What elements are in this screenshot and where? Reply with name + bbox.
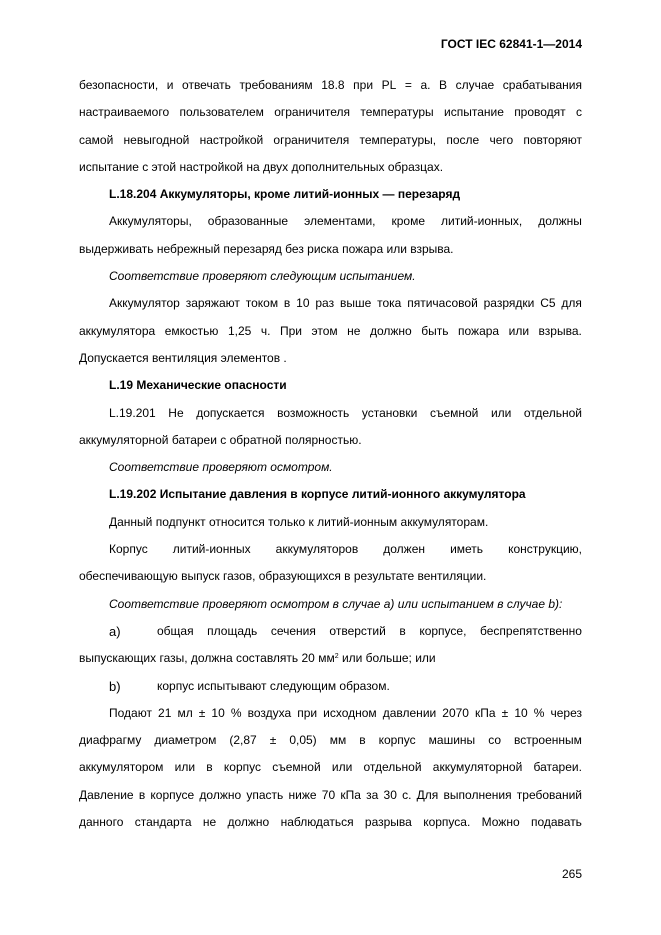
word: сечения [270, 623, 316, 638]
word: диаметром [154, 733, 217, 748]
word: со [488, 733, 501, 748]
word: этом [311, 323, 338, 338]
list-item-a [79, 618, 582, 645]
word: 10 [211, 705, 225, 720]
word: заряжают [185, 296, 240, 311]
text-line [79, 509, 582, 536]
word: (2,87 [229, 733, 257, 748]
word: в [138, 787, 146, 802]
word: общая [157, 623, 194, 638]
text-line [79, 318, 582, 345]
word: случае [455, 78, 495, 92]
word: Можно [481, 815, 520, 830]
compliance-note [79, 263, 582, 290]
word: Аккумулятор [109, 296, 180, 311]
section-heading [79, 181, 582, 208]
text-line [79, 700, 582, 727]
word: требованиям [239, 78, 313, 92]
word: машины [428, 733, 476, 748]
heading-text: L.19 Механические опасности [109, 378, 287, 393]
word: упасть [246, 787, 284, 802]
list-item-b [79, 673, 582, 700]
section-heading [79, 372, 582, 399]
word: Корпус [109, 542, 148, 557]
text-line [79, 645, 582, 672]
word: ниже [288, 787, 317, 802]
word: или [331, 760, 353, 775]
word: 1,25 [227, 323, 252, 338]
word: C5 [540, 296, 556, 311]
word: беспрепятственно [480, 623, 582, 638]
text-span: выдерживать небрежный перезаряд без риска пожара или взрыва. [79, 241, 454, 256]
text-span: Соответствие проверяют осмотром. [109, 460, 333, 475]
word: в [283, 296, 291, 311]
word: температуры [360, 105, 434, 120]
text-span: Соответствие проверяют осмотром в случае a) или испытанием в случае b): [109, 596, 563, 611]
word: Для [416, 787, 439, 802]
word: образованные [207, 214, 289, 229]
word: подавать [530, 815, 582, 830]
word: данного [79, 815, 124, 830]
list-item-text [157, 618, 582, 645]
text-line [79, 72, 582, 99]
word: или [174, 760, 196, 775]
word: a. [420, 78, 431, 92]
word: исходном [323, 705, 377, 720]
text-span: Допускается вентиляция элементов . [79, 350, 287, 365]
word: аккумуляторов [275, 542, 359, 557]
word: должно [199, 787, 242, 802]
word: с. [402, 787, 412, 802]
word: PL [381, 78, 397, 92]
word: воздуха [247, 705, 292, 720]
word: разрыва [364, 815, 412, 830]
word: 21 [158, 705, 172, 720]
word: током [245, 296, 279, 311]
text-line [79, 727, 582, 754]
word: аккумулятора [79, 323, 156, 338]
word: встроенным [514, 733, 582, 748]
word: требований [516, 787, 582, 802]
page-number: 265 [561, 867, 582, 881]
word: 30 [383, 787, 397, 802]
word: съемной [429, 405, 479, 420]
word: 2070 [442, 705, 469, 720]
word: должны [538, 214, 582, 229]
word: в [359, 733, 366, 748]
word: В [439, 78, 448, 92]
word: за [366, 787, 379, 802]
word: литий-ионных, [441, 214, 523, 229]
word: корпус [378, 733, 416, 748]
word: емкостью [164, 323, 219, 338]
word: взрыва. [538, 323, 582, 338]
text-line [79, 754, 582, 781]
heading-text: L.19.202 Испытание давления в корпусе литий-ионного аккумулятора [109, 487, 526, 502]
text-line [79, 236, 582, 263]
word: невыгодной [123, 132, 190, 147]
word: Аккумуляторы, [109, 214, 192, 229]
word: 10 [514, 705, 528, 720]
list-marker: a) [109, 623, 121, 639]
word: самой [79, 132, 114, 147]
word: при [297, 705, 318, 720]
word: мл [177, 705, 193, 720]
word: Давление [79, 787, 134, 802]
word: должен [383, 542, 426, 557]
text-span: обеспечивающую выпуск газов, образующихся в результате вентиляции. [79, 569, 487, 584]
text-span: Соответствие проверяют следующим испытанием. [109, 269, 416, 284]
word: кроме [391, 214, 426, 229]
text-line [79, 345, 582, 372]
word: должно [227, 815, 270, 830]
word: кПа [340, 787, 361, 802]
word: срабатывания [502, 78, 582, 92]
word: иметь [450, 542, 484, 557]
word: При [279, 323, 302, 338]
word: выполнения [443, 787, 512, 802]
word: ч. [260, 323, 271, 338]
text-span: аккумуляторной батареи с обратной полярностью. [79, 432, 362, 447]
word: выше [339, 296, 372, 311]
word: с [576, 105, 582, 120]
document-header: ГОСТ IEC 62841-1—2014 [440, 37, 582, 51]
document-body [79, 72, 582, 836]
word: диафрагму [79, 733, 142, 748]
word: через [550, 705, 582, 720]
word: давлении [382, 705, 437, 720]
text-span: Данный подпункт относится только к литий-ионным аккумуляторам. [109, 514, 489, 529]
text-line [79, 809, 582, 836]
word: пятичасовой [407, 296, 478, 311]
text-line [79, 400, 582, 427]
word: безопасности, [79, 78, 159, 92]
list-marker: b) [109, 678, 121, 694]
word: ± [501, 705, 509, 720]
word: разрядки [483, 296, 535, 311]
word: мм [329, 733, 347, 748]
word: быть [421, 323, 449, 338]
text-line [79, 563, 582, 590]
word: отдельной [363, 760, 422, 775]
word: чего [489, 132, 514, 147]
heading-text: L.18.204 Аккумуляторы, кроме литий-ионных — перезаряд [109, 187, 461, 202]
word: аккумулятором [79, 760, 164, 775]
word: ограничителя [274, 105, 351, 120]
text-span: выпускающих газы, должна составлять 20 мм [79, 651, 335, 666]
word: отвечать [182, 78, 231, 92]
word: возможность [277, 405, 350, 420]
word: Не [168, 405, 184, 420]
word: Подают [109, 705, 152, 720]
word: ± [269, 733, 277, 748]
superscript: 2 [334, 653, 339, 661]
word: батареи. [533, 760, 582, 775]
text-line [79, 427, 582, 454]
word: % [533, 705, 545, 720]
word: элементами, [304, 214, 376, 229]
text-line [79, 536, 582, 563]
word: L.19.201 [109, 405, 156, 420]
word: литий-ионных [172, 542, 251, 557]
word: испытание [444, 105, 504, 120]
word: после [446, 132, 480, 147]
word: корпус [223, 760, 261, 775]
word: = [404, 78, 412, 92]
word: в [399, 623, 406, 638]
word: настройкой [199, 132, 264, 147]
text-span: или больше; или [338, 651, 436, 666]
word: при [353, 78, 374, 92]
word: корпуса. [423, 815, 471, 830]
text-line [79, 208, 582, 235]
word: 10 [296, 296, 310, 311]
word: пользователем [179, 105, 264, 120]
text-line [79, 782, 582, 809]
word: отдельной [523, 405, 582, 420]
word: отверстий [329, 623, 386, 638]
word: конструкцию, [508, 542, 582, 557]
word: повторяют [523, 132, 582, 147]
word: раз [315, 296, 335, 311]
text-line [79, 127, 582, 154]
word: допускается [196, 405, 265, 420]
word: корпусе [150, 787, 195, 802]
word: наблюдаться [280, 815, 354, 830]
text-line [79, 154, 582, 181]
word: настраиваемого [79, 105, 170, 120]
text-span: корпус испытывают следующим образом. [157, 678, 390, 693]
word: кПа [475, 705, 496, 720]
word: или [490, 405, 512, 420]
word: 18.8 [321, 78, 345, 92]
word: корпусе, [419, 623, 467, 638]
word: пожара [458, 323, 500, 338]
word: 70 [321, 787, 336, 802]
word: установки [361, 405, 418, 420]
word: % [230, 705, 242, 720]
word: для [561, 296, 582, 311]
word: 0,05) [289, 733, 317, 748]
text-span: испытание с этой настройкой на двух дополнительных образцах. [79, 159, 444, 174]
word: стандарта [134, 815, 192, 830]
word: не [347, 323, 361, 338]
word: проводят [514, 105, 566, 120]
word: ± [198, 705, 206, 720]
word: тока [377, 296, 402, 311]
word: аккумуляторной [432, 760, 523, 775]
word: и [166, 78, 174, 92]
text-line [79, 290, 582, 317]
section-heading [79, 481, 582, 508]
word: ограничителя [273, 132, 350, 147]
text-line [79, 99, 582, 126]
word: температуры, [359, 132, 437, 147]
word: съемной [272, 760, 321, 775]
word: площадь [207, 623, 258, 638]
word: должно [369, 323, 412, 338]
compliance-note [79, 591, 582, 618]
list-item-text [157, 673, 582, 700]
word: не [202, 815, 217, 830]
word: в [206, 760, 213, 775]
compliance-note [79, 454, 582, 481]
word: или [508, 323, 530, 338]
